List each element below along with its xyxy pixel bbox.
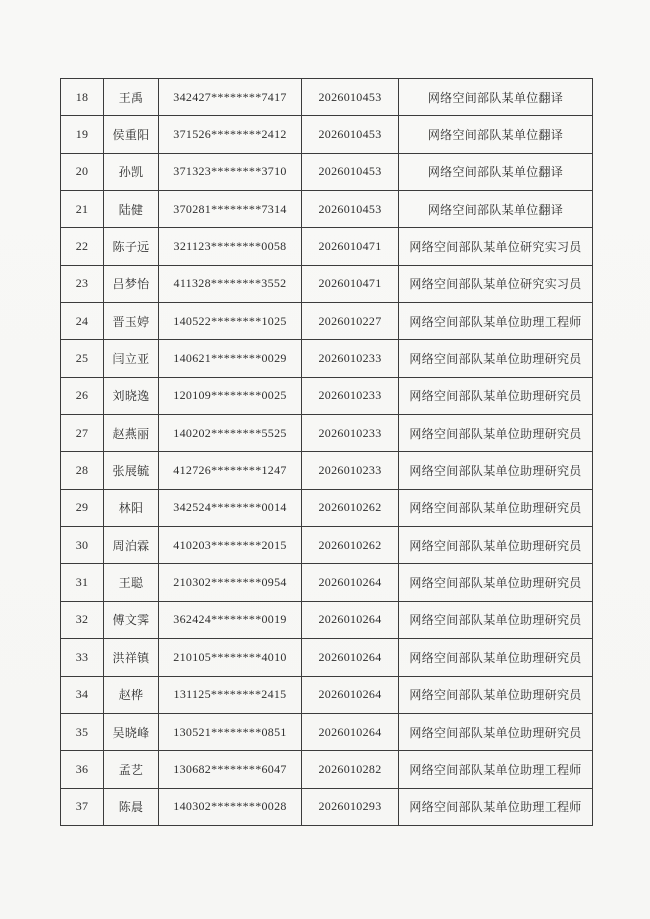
cell-id-number: 411328********3552 — [159, 265, 302, 302]
cell-no: 26 — [61, 377, 104, 414]
cell-id-number: 210105********4010 — [159, 639, 302, 676]
cell-code: 2026010233 — [302, 415, 399, 452]
cell-no: 29 — [61, 489, 104, 526]
cell-code: 2026010453 — [302, 116, 399, 153]
table-row — [61, 415, 593, 452]
cell-position: 网络空间部队某单位助理研究员 — [399, 527, 593, 564]
cell-name: 闫立亚 — [104, 340, 159, 377]
cell-id-number: 131125********2415 — [159, 676, 302, 713]
cell-name: 洪祥镇 — [104, 639, 159, 676]
cell-id-number: 412726********1247 — [159, 452, 302, 489]
table-row — [61, 676, 593, 713]
cell-code: 2026010453 — [302, 191, 399, 228]
cell-no: 25 — [61, 340, 104, 377]
cell-position: 网络空间部队某单位研究实习员 — [399, 265, 593, 302]
cell-id-number: 140202********5525 — [159, 415, 302, 452]
cell-position: 网络空间部队某单位助理研究员 — [399, 639, 593, 676]
cell-code: 2026010293 — [302, 788, 399, 825]
table-row — [61, 601, 593, 638]
cell-no: 28 — [61, 452, 104, 489]
cell-position: 网络空间部队某单位助理工程师 — [399, 788, 593, 825]
cell-no: 21 — [61, 191, 104, 228]
table-row — [61, 79, 593, 116]
cell-position: 网络空间部队某单位翻译 — [399, 79, 593, 116]
cell-code: 2026010262 — [302, 489, 399, 526]
cell-no: 30 — [61, 527, 104, 564]
cell-name: 张展毓 — [104, 452, 159, 489]
table-row — [61, 639, 593, 676]
cell-code: 2026010233 — [302, 340, 399, 377]
cell-name: 吕梦怡 — [104, 265, 159, 302]
cell-code: 2026010264 — [302, 601, 399, 638]
cell-no: 20 — [61, 153, 104, 190]
cell-no: 24 — [61, 303, 104, 340]
cell-name: 周泊霖 — [104, 527, 159, 564]
cell-no: 35 — [61, 713, 104, 750]
cell-name: 陆健 — [104, 191, 159, 228]
table-row — [61, 452, 593, 489]
table-row — [61, 489, 593, 526]
cell-name: 林阳 — [104, 489, 159, 526]
cell-id-number: 342524********0014 — [159, 489, 302, 526]
cell-code: 2026010471 — [302, 265, 399, 302]
roster-table-body — [61, 79, 593, 826]
cell-position: 网络空间部队某单位助理工程师 — [399, 751, 593, 788]
cell-id-number: 321123********0058 — [159, 228, 302, 265]
cell-id-number: 130521********0851 — [159, 713, 302, 750]
cell-name: 傅文霁 — [104, 601, 159, 638]
table-row — [61, 265, 593, 302]
cell-position: 网络空间部队某单位助理研究员 — [399, 601, 593, 638]
cell-id-number: 371323********3710 — [159, 153, 302, 190]
cell-id-number: 342427********7417 — [159, 79, 302, 116]
cell-no: 37 — [61, 788, 104, 825]
table-row — [61, 751, 593, 788]
cell-id-number: 140522********1025 — [159, 303, 302, 340]
cell-name: 侯重阳 — [104, 116, 159, 153]
cell-position: 网络空间部队某单位翻译 — [399, 191, 593, 228]
cell-code: 2026010264 — [302, 713, 399, 750]
cell-no: 18 — [61, 79, 104, 116]
cell-name: 孟艺 — [104, 751, 159, 788]
cell-position: 网络空间部队某单位研究实习员 — [399, 228, 593, 265]
cell-name: 王禹 — [104, 79, 159, 116]
cell-position: 网络空间部队某单位助理研究员 — [399, 377, 593, 414]
cell-name: 刘晓逸 — [104, 377, 159, 414]
cell-no: 36 — [61, 751, 104, 788]
cell-code: 2026010233 — [302, 452, 399, 489]
cell-code: 2026010262 — [302, 527, 399, 564]
cell-code: 2026010453 — [302, 79, 399, 116]
cell-id-number: 130682********6047 — [159, 751, 302, 788]
table-row — [61, 153, 593, 190]
cell-name: 陈晨 — [104, 788, 159, 825]
cell-no: 23 — [61, 265, 104, 302]
cell-code: 2026010227 — [302, 303, 399, 340]
table-row — [61, 713, 593, 750]
table-row — [61, 340, 593, 377]
cell-id-number: 371526********2412 — [159, 116, 302, 153]
cell-position: 网络空间部队某单位翻译 — [399, 153, 593, 190]
cell-name: 赵桦 — [104, 676, 159, 713]
cell-no: 22 — [61, 228, 104, 265]
cell-no: 33 — [61, 639, 104, 676]
cell-position: 网络空间部队某单位助理研究员 — [399, 713, 593, 750]
cell-name: 吴晓峰 — [104, 713, 159, 750]
cell-position: 网络空间部队某单位助理研究员 — [399, 676, 593, 713]
table-row — [61, 377, 593, 414]
cell-id-number: 140621********0029 — [159, 340, 302, 377]
cell-code: 2026010453 — [302, 153, 399, 190]
table-row — [61, 116, 593, 153]
cell-id-number: 410203********2015 — [159, 527, 302, 564]
cell-no: 31 — [61, 564, 104, 601]
cell-position: 网络空间部队某单位助理研究员 — [399, 489, 593, 526]
cell-code: 2026010264 — [302, 639, 399, 676]
table-row — [61, 788, 593, 825]
table-row — [61, 191, 593, 228]
table-row — [61, 527, 593, 564]
cell-position: 网络空间部队某单位翻译 — [399, 116, 593, 153]
cell-name: 孙凯 — [104, 153, 159, 190]
cell-position: 网络空间部队某单位助理研究员 — [399, 340, 593, 377]
cell-no: 19 — [61, 116, 104, 153]
cell-no: 34 — [61, 676, 104, 713]
cell-code: 2026010264 — [302, 564, 399, 601]
cell-position: 网络空间部队某单位助理研究员 — [399, 564, 593, 601]
cell-position: 网络空间部队某单位助理研究员 — [399, 452, 593, 489]
cell-position: 网络空间部队某单位助理研究员 — [399, 415, 593, 452]
cell-name: 王聪 — [104, 564, 159, 601]
cell-id-number: 120109********0025 — [159, 377, 302, 414]
cell-name: 陈子远 — [104, 228, 159, 265]
cell-no: 32 — [61, 601, 104, 638]
cell-position: 网络空间部队某单位助理工程师 — [399, 303, 593, 340]
cell-code: 2026010282 — [302, 751, 399, 788]
table-row — [61, 303, 593, 340]
roster-table — [60, 78, 593, 826]
cell-name: 赵燕丽 — [104, 415, 159, 452]
cell-code: 2026010471 — [302, 228, 399, 265]
cell-id-number: 140302********0028 — [159, 788, 302, 825]
cell-id-number: 362424********0019 — [159, 601, 302, 638]
table-row — [61, 564, 593, 601]
cell-code: 2026010233 — [302, 377, 399, 414]
cell-name: 晋玉婷 — [104, 303, 159, 340]
cell-code: 2026010264 — [302, 676, 399, 713]
cell-no: 27 — [61, 415, 104, 452]
cell-id-number: 370281********7314 — [159, 191, 302, 228]
cell-id-number: 210302********0954 — [159, 564, 302, 601]
table-row — [61, 228, 593, 265]
